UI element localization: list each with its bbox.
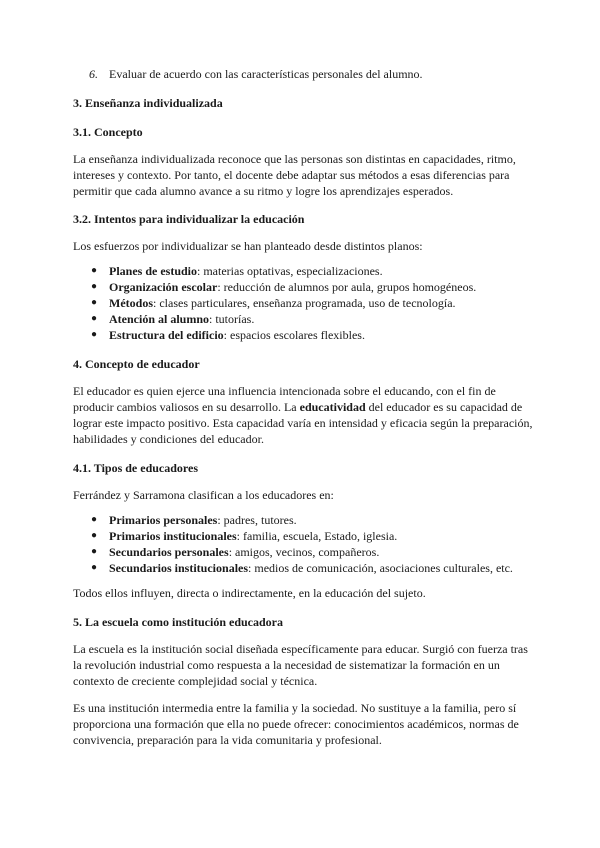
list-item-term: Primarios personales: [109, 513, 218, 527]
section-heading-3-2: 3.2. Intentos para individualizar la educación: [73, 212, 305, 226]
section-heading-3-1: 3.1. Concepto: [73, 125, 143, 139]
list-item: [91, 528, 533, 544]
list-item: [91, 311, 533, 327]
list-item-desc: : medios de comunicación, asociaciones culturales, etc.: [248, 561, 513, 575]
bullet-icon: ●: [91, 546, 98, 557]
section-heading-5: 5. La escuela como institución educadora: [73, 615, 283, 629]
bullet-icon: ●: [91, 265, 98, 276]
list-item: [91, 279, 533, 295]
list-item-desc: : familia, escuela, Estado, iglesia.: [236, 529, 398, 543]
list-item: [91, 544, 533, 560]
bullet-icon: ●: [91, 562, 98, 573]
list-item-term: Secundarios institucionales: [109, 561, 249, 575]
bullet-list-intentos: [73, 263, 533, 343]
bullet-icon: ●: [91, 297, 98, 308]
document-page: [73, 66, 533, 748]
list-item-desc: : reducción de alumnos por aula, grupos homogéneos.: [217, 280, 477, 294]
section-heading-3: 3. Enseñanza individualizada: [73, 96, 223, 110]
paragraph-escuela-1: La escuela es la institución social diseñada específicamente para educar. Surgió con fuerza tras la revolución industrial como respuesta a la necesidad de sistematizar la formación en un contexto de creciente complejidad social y técnica.: [73, 642, 528, 688]
bold-term-educatividad: educatividad: [299, 400, 366, 414]
bullet-icon: ●: [91, 514, 98, 525]
bullet-icon: ●: [91, 281, 98, 292]
list-item: [91, 560, 533, 576]
bullet-icon: ●: [91, 530, 98, 541]
numbered-list-item: [89, 66, 533, 82]
bullet-icon: ●: [91, 313, 98, 324]
list-item-desc: : tutorías.: [209, 312, 255, 326]
list-item-desc: : espacios escolares flexibles.: [223, 328, 365, 342]
list-item: [91, 327, 533, 343]
list-item-term: Métodos: [109, 296, 153, 310]
list-item: [91, 512, 533, 528]
list-item-desc: : amigos, vecinos, compañeros.: [228, 545, 380, 559]
paragraph-tipos-intro: Ferrández y Sarramona clasifican a los educadores en:: [73, 488, 334, 502]
paragraph-tipos-closing: Todos ellos influyen, directa o indirectamente, en la educación del sujeto.: [73, 586, 426, 600]
list-item-desc: : materias optativas, especializaciones.: [197, 264, 383, 278]
list-item-term: Planes de estudio: [109, 264, 198, 278]
list-item: [91, 295, 533, 311]
list-item-term: Estructura del edificio: [109, 328, 224, 342]
list-item-desc: : clases particulares, enseñanza programada, uso de tecnología.: [153, 296, 456, 310]
list-number: 6.: [89, 67, 98, 81]
paragraph-concepto: La enseñanza individualizada reconoce que las personas son distintas en capacidades, ritmo, intereses y contexto. Por tanto, el docente debe adaptar sus métodos a esas diferencias para permitir que cada alumno avance a su ritmo y logre los aprendizajes esperados.: [73, 152, 516, 198]
paragraph-educador: El educador es quien ejerce una influencia intencionada sobre el educando, con el fin de producir cambios valiosos en su desarrollo. La educatividad del educador es su capacidad de lograr este impacto positivo. Esta capacidad varía en intensidad y eficacia según la preparación, habilidades y condiciones del educador.: [73, 384, 533, 446]
section-heading-4-1: 4.1. Tipos de educadores: [73, 461, 199, 475]
list-item-term: Organización escolar: [109, 280, 218, 294]
list-item-text: Evaluar de acuerdo con las características personales del alumno.: [109, 67, 423, 81]
list-item-desc: : padres, tutores.: [217, 513, 297, 527]
bullet-icon: ●: [91, 329, 98, 340]
paragraph-intentos-intro: Los esfuerzos por individualizar se han planteado desde distintos planos:: [73, 239, 423, 253]
bullet-list-tipos: [73, 512, 533, 576]
list-item-term: Secundarios personales: [109, 545, 229, 559]
list-item: [91, 263, 533, 279]
paragraph-escuela-2: Es una institución intermedia entre la familia y la sociedad. No sustituye a la familia, pero sí proporciona una formación que ella no puede ofrecer: conocimientos académicos, normas de convivencia, preparación para la vida comunitaria y profesional.: [73, 701, 519, 747]
section-heading-4: 4. Concepto de educador: [73, 357, 200, 371]
list-item-term: Atención al alumno: [109, 312, 210, 326]
list-item-term: Primarios institucionales: [109, 529, 237, 543]
